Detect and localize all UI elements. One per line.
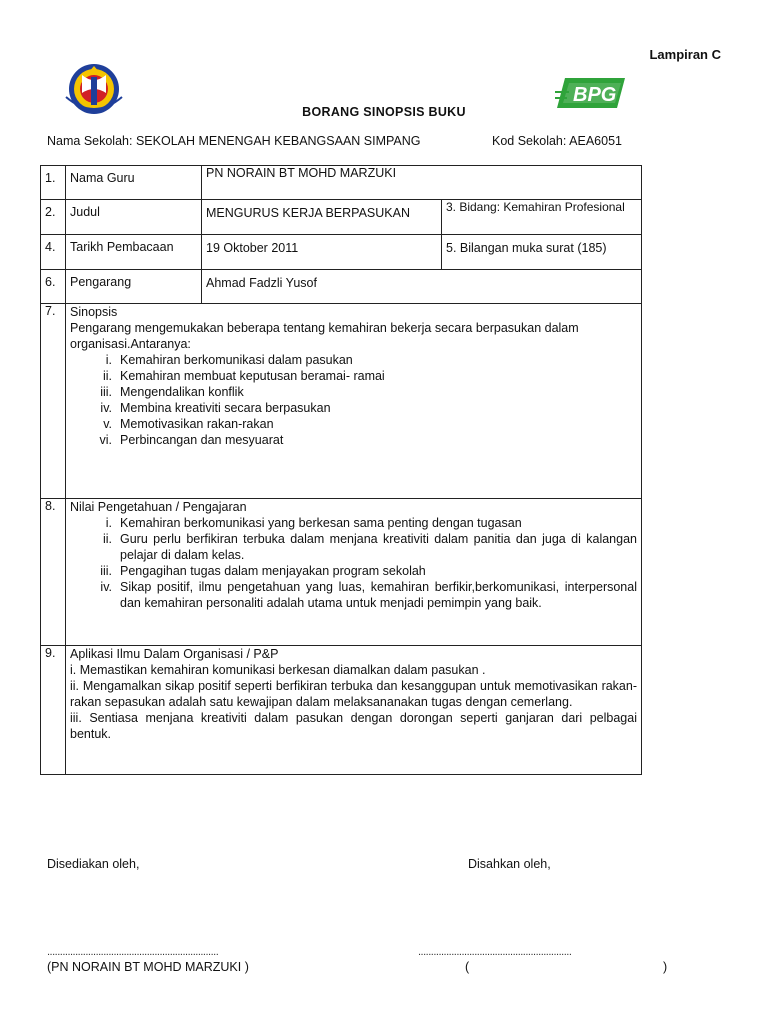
aplikasi-point-2: ii. Mengamalkan sikap positif seperti berfikiran terbuka dan kesanggupan untuk memotivasikan rakan-rakan sepasukan adalah satu kewajipan dalam melaksananakan tugas dengan cemerlang.: [70, 679, 637, 709]
row-number: 7.: [41, 304, 66, 499]
list-item: iii. Pengagihan tugas dalam menjayakan program sekolah: [100, 564, 426, 578]
teacher-name-field[interactable]: PN NORAIN BT MOHD MARZUKI: [202, 166, 642, 200]
nilai-section[interactable]: [66, 499, 642, 646]
table-row: [41, 499, 642, 646]
aplikasi-point-1: i. Memastikan kemahiran komunikasi berkesan diamalkan dalam pasukan .: [70, 663, 486, 677]
table-row: [41, 646, 642, 775]
form-title: BORANG SINOPSIS BUKU: [302, 105, 466, 119]
school-name-line: [47, 134, 421, 148]
nilai-list: [70, 515, 637, 611]
aplikasi-point-3: iii. Sentiasa menjana kreativiti dalam pasukan dengan dorongan seperti ganjaran dari pelbagai bentuk.: [70, 711, 637, 741]
kod-label: Kod Sekolah:: [492, 134, 567, 148]
list-item: iv. Sikap positif, ilmu pengetahuan yang luas, kemahiran berfikir,berkomunikasi, interpersonal dan kemahiran personaliti adalah utama untuk menjadi pemimpin yang baik.: [100, 580, 637, 610]
kod-value: AEA6051: [569, 134, 622, 148]
aplikasi-title: Aplikasi Ilmu Dalam Organisasi / P&P: [70, 647, 279, 661]
sinopsis-section[interactable]: [66, 304, 642, 499]
row-label: Pengarang: [66, 270, 202, 304]
list-item: ii. Kemahiran membuat keputusan beramai- ramai: [102, 369, 385, 383]
approved-signature-line[interactable]: ............................................................: [418, 946, 572, 958]
table-row: [41, 304, 642, 499]
row-number: 1.: [41, 166, 66, 200]
school-code-line: [492, 134, 622, 148]
row-label: Tarikh Pembacaan: [66, 235, 202, 270]
list-item: iv. Membina kreativiti secara berpasukan: [100, 401, 331, 415]
sinopsis-list: [70, 352, 637, 448]
sinopsis-title: Sinopsis: [70, 305, 118, 319]
author-field[interactable]: Ahmad Fadzli Yusof: [202, 270, 642, 304]
synopsis-form-table: [40, 165, 642, 775]
approved-by-label: Disahkan oleh,: [468, 857, 551, 871]
school-label: Nama Sekolah:: [47, 134, 133, 148]
prepared-by-label: Disediakan oleh,: [47, 857, 140, 871]
prepared-by-name: (PN NORAIN BT MOHD MARZUKI ): [47, 960, 249, 974]
row-number: 6.: [41, 270, 66, 304]
row-label: Nama Guru: [66, 166, 202, 200]
aplikasi-section[interactable]: [66, 646, 642, 775]
list-item: v. Memotivasikan rakan-rakan: [103, 417, 274, 431]
page-count-field[interactable]: 5. Bilangan muka surat (185): [442, 235, 642, 270]
list-item: i. Kemahiran berkomunikasi yang berkesan sama penting dengan tugasan: [105, 516, 522, 530]
row-number: 4.: [41, 235, 66, 270]
sinopsis-intro: Pengarang mengemukakan beberapa tentang kemahiran bekerja secara berpasukan dalam organisasi.Antaranya:: [70, 321, 579, 351]
lampiran-label: Lampiran C: [649, 47, 721, 62]
list-item: i. Kemahiran berkomunikasi dalam pasukan: [105, 353, 353, 367]
list-item: ii. Guru perlu berfikiran terbuka dalam menjana kreativiti dalam panitia dan juga di kalangan pelajar di dalam kelas.: [102, 532, 637, 562]
reading-date-field[interactable]: 19 Oktober 2011: [202, 235, 442, 270]
table-row: [41, 270, 642, 304]
row-number: 9.: [41, 646, 66, 775]
table-row: [41, 200, 642, 235]
table-row: [41, 166, 642, 200]
list-item: vi. Perbincangan dan mesyuarat: [99, 433, 284, 447]
row-number: 8.: [41, 499, 66, 646]
approved-name-close-paren: ): [663, 960, 668, 974]
bpg-logo-text: BPG: [573, 84, 617, 106]
table-row: [41, 235, 642, 270]
prepared-signature-line[interactable]: ...................................................................: [47, 946, 219, 958]
row-label: Judul: [66, 200, 202, 235]
school-name: SEKOLAH MENENGAH KEBANGSAAN SIMPANG: [135, 134, 421, 148]
field-bidang[interactable]: 3. Bidang: Kemahiran Profesional: [442, 200, 642, 235]
nilai-title: Nilai Pengetahuan / Pengajaran: [70, 500, 247, 514]
list-item: iii. Mengendalikan konflik: [100, 385, 244, 399]
row-number: 2.: [41, 200, 66, 235]
title-field[interactable]: MENGURUS KERJA BERPASUKAN: [202, 200, 442, 235]
approved-name-open-paren: (: [465, 960, 470, 974]
